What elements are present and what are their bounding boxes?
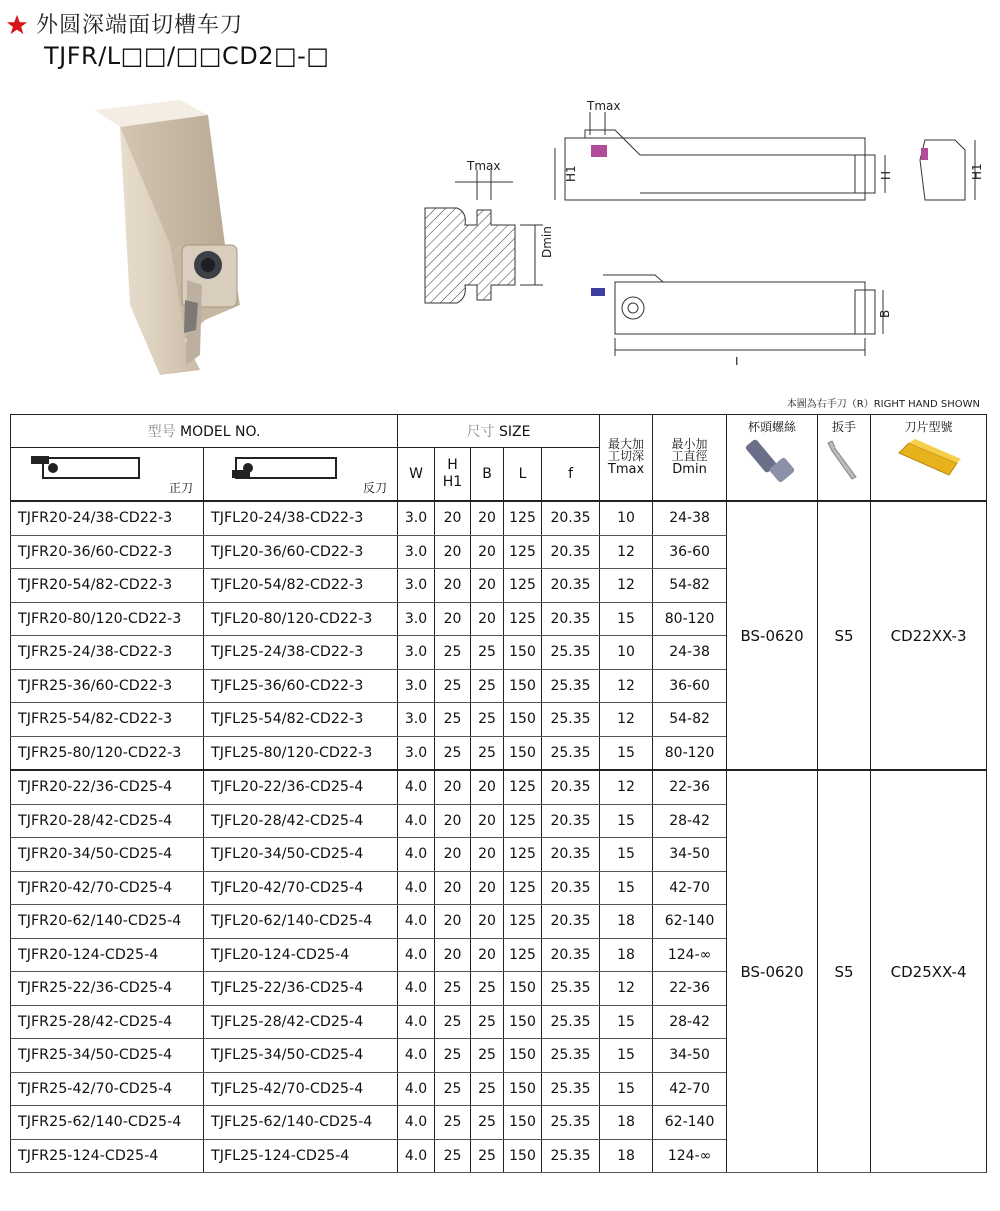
cell-l: 150	[504, 1072, 542, 1106]
model-right: TJFR25-42/70-CD25-4	[11, 1072, 204, 1106]
dim-h1-label: H1	[564, 165, 578, 182]
cell-dmin: 54-82	[653, 703, 727, 737]
cell-tmax: 10	[600, 501, 653, 535]
cell-w: 4.0	[398, 838, 435, 872]
model-right: TJFR25-54/82-CD22-3	[11, 703, 204, 737]
cell-tmax: 15	[600, 804, 653, 838]
cell-h: 25	[435, 636, 471, 670]
cell-tmax: 18	[600, 938, 653, 972]
model-right: TJFR20-34/50-CD25-4	[11, 838, 204, 872]
cell-b: 20	[471, 905, 504, 939]
cell-w: 4.0	[398, 1072, 435, 1106]
cell-h: 25	[435, 1106, 471, 1140]
right-hand-icon-cell: 正刀	[11, 448, 204, 502]
cell-tmax: 15	[600, 1005, 653, 1039]
model-right: TJFR20-22/36-CD25-4	[11, 770, 204, 804]
cell-tmax: 15	[600, 1072, 653, 1106]
cell-w: 3.0	[398, 736, 435, 770]
star-icon	[6, 14, 28, 36]
col-f-header: f	[542, 448, 600, 502]
model-left: TJFL20-42/70-CD25-4	[204, 871, 398, 905]
technical-drawing	[415, 100, 990, 365]
table-row	[11, 501, 987, 535]
cell-w: 4.0	[398, 1005, 435, 1039]
model-left: TJFL20-124-CD25-4	[204, 938, 398, 972]
cell-tmax: 12	[600, 972, 653, 1006]
cell-f: 20.35	[542, 838, 600, 872]
col-h-header: H H1	[435, 448, 471, 502]
tool-holder-photo	[90, 95, 260, 380]
model-left: TJFL20-36/60-CD22-3	[204, 535, 398, 569]
cell-h: 25	[435, 1139, 471, 1173]
cell-tmax: 12	[600, 535, 653, 569]
insert-cell: CD25XX-4	[871, 770, 987, 1173]
model-left: TJFL25-34/50-CD25-4	[204, 1039, 398, 1073]
model-left: TJFL20-24/38-CD22-3	[204, 501, 398, 535]
model-right: TJFR25-22/36-CD25-4	[11, 972, 204, 1006]
cell-l: 150	[504, 736, 542, 770]
col-w-header: W	[398, 448, 435, 502]
tmax-header: 最大加工切深 Tmax	[600, 415, 653, 502]
cell-tmax: 12	[600, 770, 653, 804]
cell-f: 20.35	[542, 804, 600, 838]
cell-f: 25.35	[542, 1005, 600, 1039]
cell-l: 125	[504, 501, 542, 535]
cell-f: 20.35	[542, 905, 600, 939]
size-header: 尺寸 SIZE	[398, 415, 600, 448]
cell-f: 25.35	[542, 972, 600, 1006]
model-left: TJFL20-54/82-CD22-3	[204, 569, 398, 603]
cell-b: 20	[471, 501, 504, 535]
cell-l: 125	[504, 569, 542, 603]
cell-tmax: 12	[600, 569, 653, 603]
cell-tmax: 12	[600, 669, 653, 703]
model-right: TJFR20-62/140-CD25-4	[11, 905, 204, 939]
model-left: TJFL25-24/38-CD22-3	[204, 636, 398, 670]
cell-l: 150	[504, 703, 542, 737]
cell-w: 3.0	[398, 602, 435, 636]
cell-h: 20	[435, 770, 471, 804]
model-right: TJFR25-124-CD25-4	[11, 1139, 204, 1173]
model-header: 型号 MODEL NO.	[11, 415, 398, 448]
cell-w: 3.0	[398, 569, 435, 603]
model-right: TJFR20-28/42-CD25-4	[11, 804, 204, 838]
cell-dmin: 28-42	[653, 1005, 727, 1039]
model-left: TJFL25-54/82-CD22-3	[204, 703, 398, 737]
cell-dmin: 22-36	[653, 770, 727, 804]
cell-dmin: 62-140	[653, 1106, 727, 1140]
cell-l: 150	[504, 1039, 542, 1073]
cell-f: 20.35	[542, 602, 600, 636]
cell-dmin: 22-36	[653, 972, 727, 1006]
cell-l: 150	[504, 1005, 542, 1039]
cell-dmin: 36-60	[653, 535, 727, 569]
cell-tmax: 15	[600, 838, 653, 872]
cell-l: 125	[504, 804, 542, 838]
model-right: TJFR20-24/38-CD22-3	[11, 501, 204, 535]
cell-w: 4.0	[398, 770, 435, 804]
cell-tmax: 15	[600, 871, 653, 905]
cell-h: 25	[435, 1039, 471, 1073]
cell-h: 25	[435, 703, 471, 737]
cell-f: 25.35	[542, 736, 600, 770]
cell-h: 20	[435, 501, 471, 535]
cell-dmin: 80-120	[653, 736, 727, 770]
cell-f: 20.35	[542, 938, 600, 972]
cell-b: 20	[471, 569, 504, 603]
col-b-header: B	[471, 448, 504, 502]
right-hand-tool-icon	[25, 454, 145, 484]
cell-h: 20	[435, 871, 471, 905]
cell-dmin: 34-50	[653, 838, 727, 872]
cell-dmin: 124-∞	[653, 1139, 727, 1173]
cell-b: 25	[471, 1139, 504, 1173]
dmin-header: 最小加工直徑 Dmin	[653, 415, 727, 502]
cell-f: 25.35	[542, 1039, 600, 1073]
model-left: TJFL25-42/70-CD25-4	[204, 1072, 398, 1106]
cell-f: 20.35	[542, 569, 600, 603]
model-right: TJFR25-62/140-CD25-4	[11, 1106, 204, 1140]
cell-b: 20	[471, 770, 504, 804]
model-left: TJFL25-36/60-CD22-3	[204, 669, 398, 703]
dim-h-label: H	[879, 170, 893, 180]
cell-h: 20	[435, 838, 471, 872]
cell-h: 25	[435, 669, 471, 703]
cell-dmin: 34-50	[653, 1039, 727, 1073]
model-right: TJFR20-42/70-CD25-4	[11, 871, 204, 905]
model-left: TJFL25-62/140-CD25-4	[204, 1106, 398, 1140]
cell-tmax: 12	[600, 703, 653, 737]
cell-w: 4.0	[398, 938, 435, 972]
model-left: TJFL25-80/120-CD22-3	[204, 736, 398, 770]
cell-b: 25	[471, 1005, 504, 1039]
dim-h1-end-label: H1	[970, 163, 984, 180]
model-left: TJFL25-124-CD25-4	[204, 1139, 398, 1173]
cell-l: 125	[504, 602, 542, 636]
cell-l: 125	[504, 838, 542, 872]
cell-w: 3.0	[398, 535, 435, 569]
cell-dmin: 24-38	[653, 636, 727, 670]
cell-l: 150	[504, 972, 542, 1006]
cell-dmin: 36-60	[653, 669, 727, 703]
model-left: TJFL20-34/50-CD25-4	[204, 838, 398, 872]
wrench-header: 扳手	[818, 415, 871, 502]
cell-h: 20	[435, 535, 471, 569]
cell-b: 25	[471, 972, 504, 1006]
cell-w: 3.0	[398, 636, 435, 670]
cell-b: 25	[471, 1106, 504, 1140]
cell-h: 25	[435, 736, 471, 770]
cell-l: 150	[504, 636, 542, 670]
model-left: TJFL20-28/42-CD25-4	[204, 804, 398, 838]
cell-dmin: 62-140	[653, 905, 727, 939]
cell-l: 125	[504, 770, 542, 804]
cell-b: 20	[471, 838, 504, 872]
cell-f: 20.35	[542, 501, 600, 535]
cell-w: 3.0	[398, 703, 435, 737]
cell-w: 4.0	[398, 905, 435, 939]
cell-dmin: 28-42	[653, 804, 727, 838]
cell-tmax: 18	[600, 905, 653, 939]
model-right: TJFR25-28/42-CD25-4	[11, 1005, 204, 1039]
dim-tmax-top-label: Tmax	[587, 100, 621, 113]
cell-l: 125	[504, 938, 542, 972]
cell-l: 125	[504, 871, 542, 905]
cell-f: 25.35	[542, 669, 600, 703]
cell-b: 25	[471, 736, 504, 770]
model-right: TJFR25-80/120-CD22-3	[11, 736, 204, 770]
wrench-cell: S5	[818, 501, 871, 770]
wrench-icon	[824, 433, 864, 483]
model-right: TJFR20-36/60-CD22-3	[11, 535, 204, 569]
cell-tmax: 10	[600, 636, 653, 670]
screw-icon	[742, 433, 802, 489]
cell-f: 25.35	[542, 1106, 600, 1140]
cell-f: 20.35	[542, 535, 600, 569]
cell-b: 25	[471, 1039, 504, 1073]
wrench-cell: S5	[818, 770, 871, 1173]
model-left: TJFL25-22/36-CD25-4	[204, 972, 398, 1006]
cell-tmax: 18	[600, 1106, 653, 1140]
cell-l: 125	[504, 535, 542, 569]
cell-w: 3.0	[398, 501, 435, 535]
cell-tmax: 15	[600, 602, 653, 636]
model-right: TJFR20-54/82-CD22-3	[11, 569, 204, 603]
cell-w: 4.0	[398, 1139, 435, 1173]
cell-f: 25.35	[542, 1072, 600, 1106]
cell-f: 25.35	[542, 703, 600, 737]
cell-h: 20	[435, 569, 471, 603]
model-right: TJFR25-34/50-CD25-4	[11, 1039, 204, 1073]
cell-dmin: 80-120	[653, 602, 727, 636]
model-left: TJFL20-80/120-CD22-3	[204, 602, 398, 636]
cell-tmax: 15	[600, 736, 653, 770]
cell-b: 25	[471, 1072, 504, 1106]
screw-header: 杯頭螺絲	[727, 415, 818, 502]
model-left: TJFL20-22/36-CD25-4	[204, 770, 398, 804]
cell-w: 3.0	[398, 669, 435, 703]
cell-b: 20	[471, 602, 504, 636]
cell-l: 125	[504, 905, 542, 939]
cell-dmin: 42-70	[653, 1072, 727, 1106]
col-l-header: L	[504, 448, 542, 502]
left-hand-icon-cell: 反刀	[204, 448, 398, 502]
cell-dmin: 42-70	[653, 871, 727, 905]
cell-h: 20	[435, 905, 471, 939]
dim-b-label: B	[878, 309, 892, 318]
cell-b: 25	[471, 703, 504, 737]
model-pattern-title: TJFR/L□□/□□CD2□-□	[44, 42, 330, 70]
model-left: TJFL25-28/42-CD25-4	[204, 1005, 398, 1039]
cell-l: 150	[504, 1139, 542, 1173]
cell-b: 25	[471, 669, 504, 703]
cell-l: 150	[504, 1106, 542, 1140]
cell-dmin: 54-82	[653, 569, 727, 603]
cell-h: 25	[435, 972, 471, 1006]
cell-w: 4.0	[398, 1039, 435, 1073]
cell-tmax: 18	[600, 1139, 653, 1173]
table-row	[11, 770, 987, 804]
cell-f: 20.35	[542, 770, 600, 804]
cell-w: 4.0	[398, 1106, 435, 1140]
cell-h: 25	[435, 1005, 471, 1039]
model-right: TJFR25-36/60-CD22-3	[11, 669, 204, 703]
cell-dmin: 24-38	[653, 501, 727, 535]
dim-tmax-label: Tmax	[467, 159, 501, 173]
insert-header: 刀片型號	[871, 415, 987, 502]
model-right: TJFR20-80/120-CD22-3	[11, 602, 204, 636]
cell-w: 4.0	[398, 871, 435, 905]
cell-w: 4.0	[398, 804, 435, 838]
dim-dmin-label: Dmin	[540, 226, 554, 258]
insert-cell: CD22XX-3	[871, 501, 987, 770]
cell-w: 4.0	[398, 972, 435, 1006]
right-hand-note: 本圖為右手刀（R）RIGHT HAND SHOWN	[786, 399, 980, 410]
cell-f: 20.35	[542, 871, 600, 905]
cell-h: 20	[435, 938, 471, 972]
spec-table	[10, 414, 987, 1173]
page-title: 外圆深端面切槽车刀	[36, 13, 244, 38]
cell-b: 20	[471, 535, 504, 569]
model-right: TJFR20-124-CD25-4	[11, 938, 204, 972]
cell-h: 20	[435, 804, 471, 838]
cell-b: 25	[471, 636, 504, 670]
cell-b: 20	[471, 871, 504, 905]
cell-dmin: 124-∞	[653, 938, 727, 972]
model-left: TJFL20-62/140-CD25-4	[204, 905, 398, 939]
screw-cell: BS-0620	[727, 501, 818, 770]
cell-tmax: 15	[600, 1039, 653, 1073]
left-hand-tool-icon	[228, 454, 348, 484]
dim-l-label: L	[735, 355, 742, 365]
cell-b: 20	[471, 938, 504, 972]
cell-b: 20	[471, 804, 504, 838]
insert-icon	[889, 433, 969, 483]
model-right: TJFR25-24/38-CD22-3	[11, 636, 204, 670]
cell-f: 25.35	[542, 1139, 600, 1173]
cell-l: 150	[504, 669, 542, 703]
screw-cell: BS-0620	[727, 770, 818, 1173]
cell-h: 25	[435, 1072, 471, 1106]
cell-f: 25.35	[542, 636, 600, 670]
cell-h: 20	[435, 602, 471, 636]
